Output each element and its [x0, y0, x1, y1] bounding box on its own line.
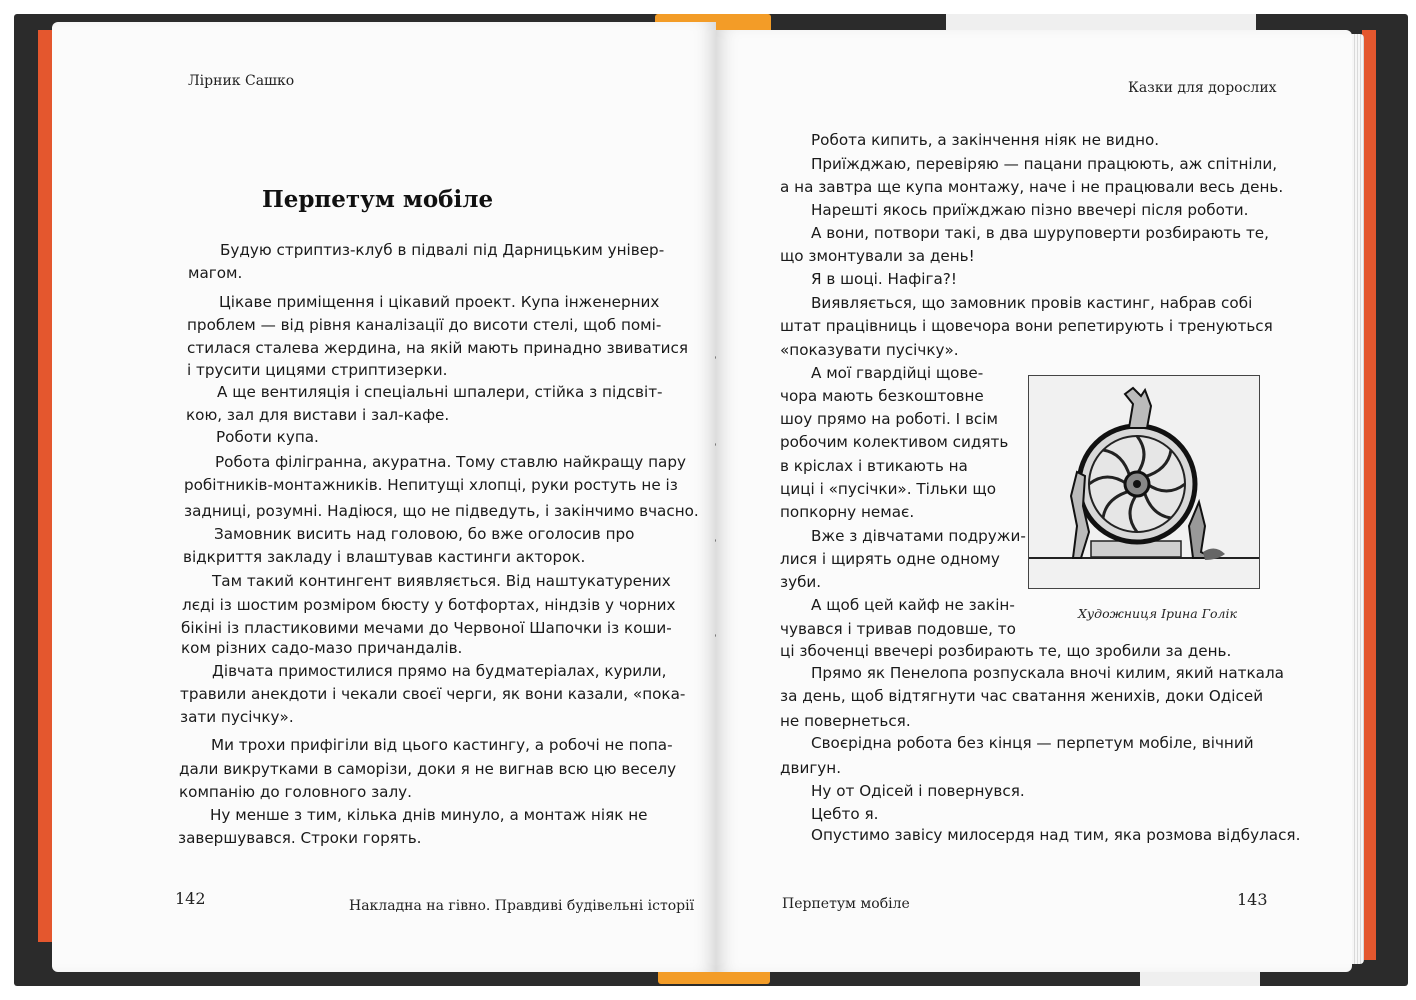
text-line: задниці, розумні. Надіюся, що не підведуть, і закінчимо вчасно.: [184, 502, 699, 520]
left-running-head: Лірник Сашко: [188, 73, 295, 89]
text-line: А ще вентиляція і спеціальні шпалери, стійка з підсвіт-: [217, 383, 663, 401]
left-footer-title: Накладна на гівно. Правдиві будівельні історії: [349, 898, 695, 914]
text-line: стилася сталева жердина, на якій мають принадно звиватися: [187, 339, 689, 357]
text-line: ці збоченці ввечері розбирають те, що зробили за день.: [780, 642, 1232, 660]
text-line: Ну менше з тим, кілька днів минуло, а монтаж ніяк не: [210, 806, 648, 824]
right-page-number: 143: [1237, 890, 1268, 909]
text-line: лєді із шостим розміром бюсту у ботфортах, ніндзів у чорних: [182, 596, 676, 614]
text-line: Дівчата примостилися прямо на будматеріалах, курили,: [212, 662, 667, 680]
text-line: в кріслах і втикають на: [780, 457, 968, 475]
text-line: Нарешті якось приїжджаю пізно ввечері після роботи.: [811, 201, 1249, 219]
text-line: Ну от Одісей і повернувся.: [811, 782, 1025, 800]
text-line: Замовник висить над головою, бо вже оголосив про: [214, 525, 635, 543]
left-page-number: 142: [175, 889, 206, 908]
text-line: що змонтували за день!: [780, 247, 975, 265]
text-line: Виявляється, що замовник провів кастинг, набрав собі: [811, 294, 1253, 312]
text-line: відкриття закладу і влаштував кастинги акторок.: [183, 548, 586, 566]
text-line: Цебто я.: [811, 805, 879, 823]
text-line: а на завтра ще купа монтажу, наче і не працювали весь день.: [780, 178, 1284, 196]
text-line: завершувався. Строки горять.: [178, 829, 422, 847]
text-line: шоу прямо на роботі. І всім: [780, 410, 998, 428]
text-line: А щоб цей кайф не закін-: [811, 596, 1015, 614]
text-line: компанію до головного залу.: [179, 783, 412, 801]
text-line: попкорну немає.: [780, 503, 915, 521]
text-line: робочим колективом сидять: [780, 433, 1009, 451]
text-line: кою, зал для вистави і зал-кафе.: [186, 406, 450, 424]
text-line: Своєрідна робота без кінця — перпетум мобіле, вічний: [811, 734, 1254, 752]
text-line: Вже з дівчатами подружи-: [811, 527, 1026, 545]
wheel-illustration: [1029, 376, 1259, 588]
text-line: двигун.: [780, 759, 842, 777]
right-running-head: Казки для дорослих: [1128, 80, 1277, 96]
text-line: проблем — від рівня каналізації до висоти стелі, щоб помі-: [187, 316, 662, 334]
text-line: зуби.: [780, 573, 822, 591]
illustration: [1028, 375, 1260, 589]
text-line: Роботи купа.: [216, 428, 319, 446]
text-line: магом.: [188, 264, 243, 282]
text-line: Там такий контингент виявляється. Від наштукатурених: [212, 572, 671, 590]
illustration-caption: Художниця Ірина Голік: [1078, 606, 1237, 621]
right-footer-title: Перпетум мобіле: [782, 896, 910, 912]
text-line: не повернеться.: [780, 712, 911, 730]
text-line: дали викрутками в саморізи, доки я не вигнав всю цю веселу: [179, 760, 677, 778]
text-line: Прямо як Пенелопа розпускала вночі килим, який наткала: [811, 664, 1284, 682]
text-line: Приїжджаю, перевіряю — пацани працюють, аж спітніли,: [811, 155, 1278, 173]
text-line: робітників-монтажників. Непитущі хлопці, руки ростуть не із: [184, 476, 678, 494]
text-line: і трусити цицями стриптизерки.: [187, 361, 448, 379]
text-line: зати пусічку».: [180, 708, 294, 726]
text-line: Ми трохи прифігіли від цього кастингу, а робочі не попа-: [211, 736, 673, 754]
text-line: Цікаве приміщення і цікавий проект. Купа інженерних: [219, 293, 660, 311]
text-line: чора мають безкоштовне: [780, 387, 984, 405]
text-line: ком різних садо-мазо причандалів.: [181, 639, 463, 657]
text-line: лися і щирять одне одному: [780, 550, 1000, 568]
text-line: Будую стриптиз-клуб в підвалі під Дарницьким універ-: [220, 241, 665, 259]
text-line: за день, щоб відтягнути час сватання женихів, доки Одісей: [780, 687, 1264, 705]
text-line: штат працівниць і щовечора вони репетирують і тренуються: [780, 317, 1273, 335]
text-line: А мої гвардійці щове-: [811, 364, 984, 382]
text-line: Робота філігранна, акуратна. Тому ставлю найкращу пару: [215, 453, 686, 471]
cover-edge-right: [1362, 30, 1376, 960]
text-line: А вони, потвори такі, в два шуруповерти розбирають те,: [811, 224, 1269, 242]
text-line: Робота кипить, а закінчення ніяк не видно.: [811, 131, 1160, 149]
text-line: травили анекдоти і чекали своєї черги, як вони казали, «пока-: [180, 685, 686, 703]
text-line: бікіні із пластиковими мечами до Червоної Шапочки із коши-: [181, 619, 672, 637]
chapter-title: Перпетум мобіле: [262, 186, 494, 213]
text-line: Я в шоці. Нафіга?!: [811, 270, 957, 288]
text-line: «показувати пусічку».: [780, 341, 959, 359]
text-line: Опустимо завісу милосердя над тим, яка розмова відбулася.: [811, 826, 1301, 844]
text-line: чувався і тривав подовше, то: [780, 620, 1016, 638]
text-line: циці і «пусічки». Тільки що: [780, 480, 997, 498]
